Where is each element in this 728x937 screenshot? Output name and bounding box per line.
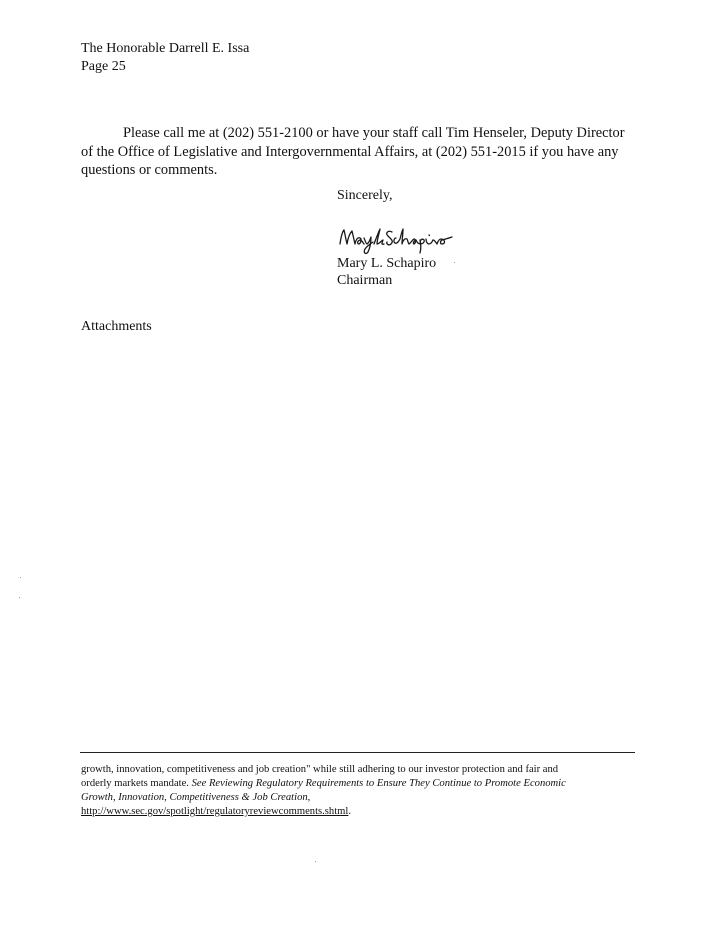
footnote-citation: See Reviewing Regulatory Requirements to Ensure They Continue to Promote Economic <box>191 778 566 789</box>
scan-speck <box>315 861 316 862</box>
footnote-line <box>81 805 641 819</box>
footnote-divider <box>80 752 635 753</box>
scan-speck <box>19 597 20 598</box>
letter-header <box>81 40 249 76</box>
body-line: of the Office of Legislative and Intergovernmental Affairs, at (202) 551-2015 if you have any <box>81 143 619 160</box>
body-line: questions or comments. <box>81 162 218 178</box>
scan-speck <box>454 262 455 263</box>
footnote-link[interactable]: http://www.sec.gov/spotlight/regulatoryreviewcomments.shtml <box>81 806 349 817</box>
addressee-line: The Honorable Darrell E. Issa <box>81 41 250 56</box>
page-number: Page 25 <box>81 59 126 74</box>
body-paragraph <box>81 124 641 180</box>
footnote-line <box>81 777 641 791</box>
signer-name: Mary L. Schapiro <box>337 256 437 271</box>
signer-title: Chairman <box>337 273 393 288</box>
handwritten-signature <box>336 222 476 256</box>
footnote-text: orderly markets mandate. <box>81 778 192 789</box>
footnote <box>81 763 641 819</box>
scan-speck <box>20 577 21 578</box>
attachments-label: Attachments <box>81 319 152 334</box>
signature-block <box>337 255 436 289</box>
body-line: Please call me at (202) 551-2100 or have your staff call Tim Henseler, Deputy Director <box>123 125 625 141</box>
footnote-citation: Growth, Innovation, Competitiveness & Job Creation, <box>81 792 311 803</box>
footnote-punctuation: . <box>348 806 352 817</box>
footnote-line: growth, innovation, competitiveness and job creation" while still adhering to our investor protection and fair and <box>81 764 559 775</box>
closing-salutation: Sincerely, <box>337 188 393 203</box>
